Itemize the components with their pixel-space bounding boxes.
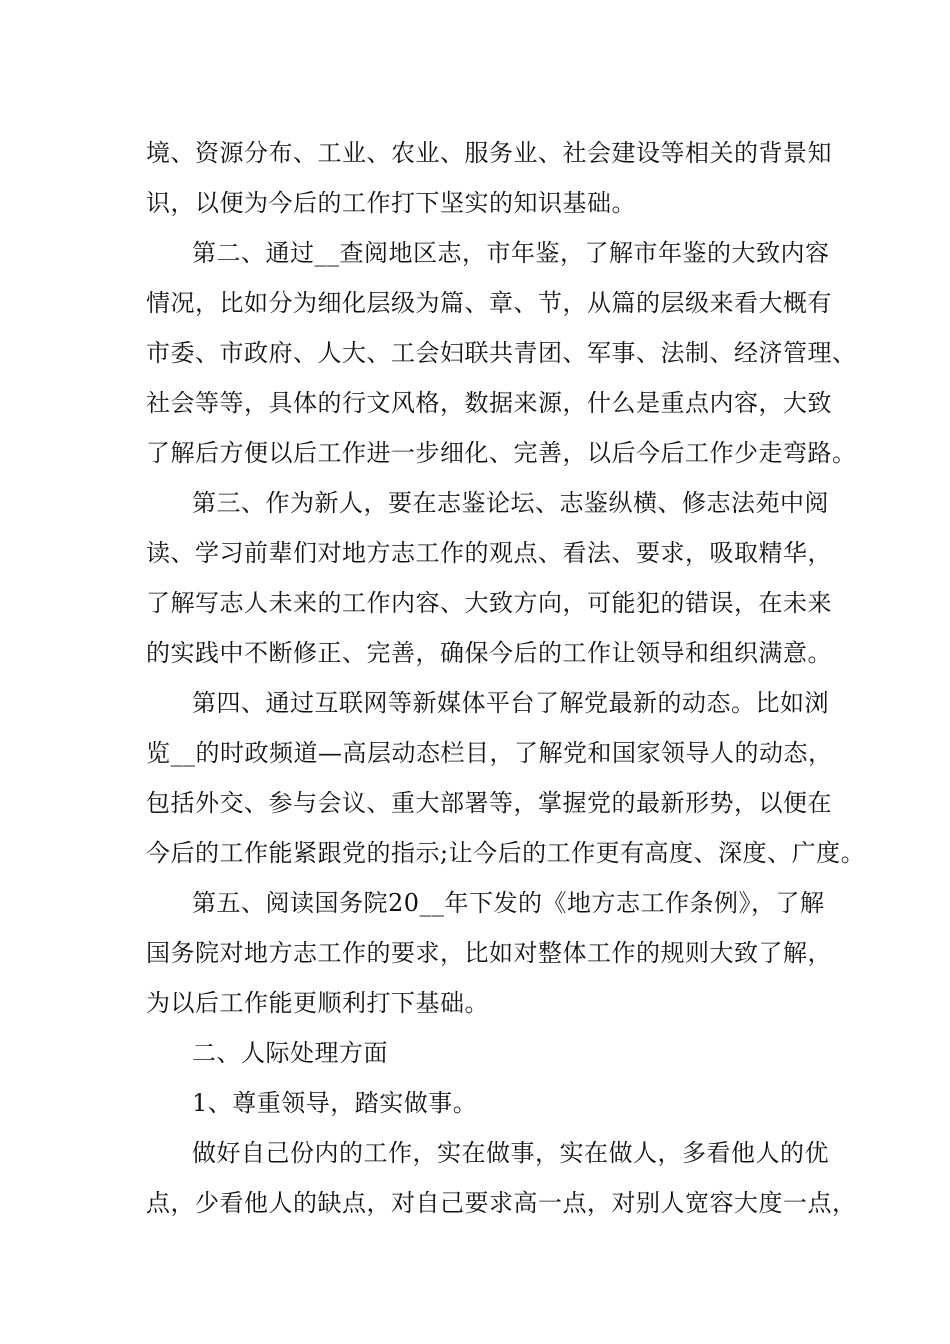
section-heading: 二、人际处理方面 [192, 1039, 388, 1067]
text-line: 览__的时政频道—高层动态栏目，了解党和国家领导人的动态， [146, 739, 833, 767]
subsection-heading: 1、尊重领导，踏实做事。 [192, 1089, 478, 1117]
text-line: 市委、市政府、人大、工会妇联共青团、军事、法制、经济管理、 [146, 339, 857, 367]
text-line: 第五、阅读国务院20__年下发的《地方志工作条例》，了解 [192, 889, 825, 917]
text-line: 的实践中不断修正、完善，确保今后的工作让领导和组织满意。 [146, 639, 832, 667]
text-line: 了解后方便以后工作进一步细化、完善，以后今后工作少走弯路。 [146, 439, 857, 467]
text-line: 情况，比如分为细化层级为篇、章、节，从篇的层级来看大概有 [146, 289, 832, 317]
text-line: 第三、作为新人，要在志鉴论坛、志鉴纵横、修志法苑中阅 [192, 489, 829, 517]
text-line: 做好自己份内的工作，实在做事，实在做人，多看他人的优 [192, 1139, 829, 1167]
text-line: 点，少看他人的缺点，对自己要求高一点，对别人宽容大度一点， [146, 1189, 857, 1217]
text-line: 为以后工作能更顺利打下基础。 [146, 989, 489, 1017]
text-line: 第四、通过互联网等新媒体平台了解党最新的动态。比如浏 [192, 689, 829, 717]
text-line: 境、资源分布、工业、农业、服务业、社会建设等相关的背景知 [146, 139, 832, 167]
text-line: 今后的工作能紧跟党的指示;让今后的工作更有高度、深度、广度。 [146, 839, 866, 867]
text-line: 第二、通过__查阅地区志，市年鉴，了解市年鉴的大致内容 [192, 239, 830, 267]
text-line: 国务院对地方志工作的要求，比如对整体工作的规则大致了解， [146, 939, 832, 967]
text-line: 包括外交、参与会议、重大部署等，掌握党的最新形势，以便在 [146, 789, 832, 817]
text-line: 了解写志人未来的工作内容、大致方向，可能犯的错误，在未来 [146, 589, 832, 617]
text-line: 读、学习前辈们对地方志工作的观点、看法、要求，吸取精华， [146, 539, 832, 567]
text-line: 社会等等，具体的行文风格，数据来源，什么是重点内容，大致 [146, 389, 832, 417]
text-line: 识，以便为今后的工作打下坚实的知识基础。 [146, 189, 636, 217]
